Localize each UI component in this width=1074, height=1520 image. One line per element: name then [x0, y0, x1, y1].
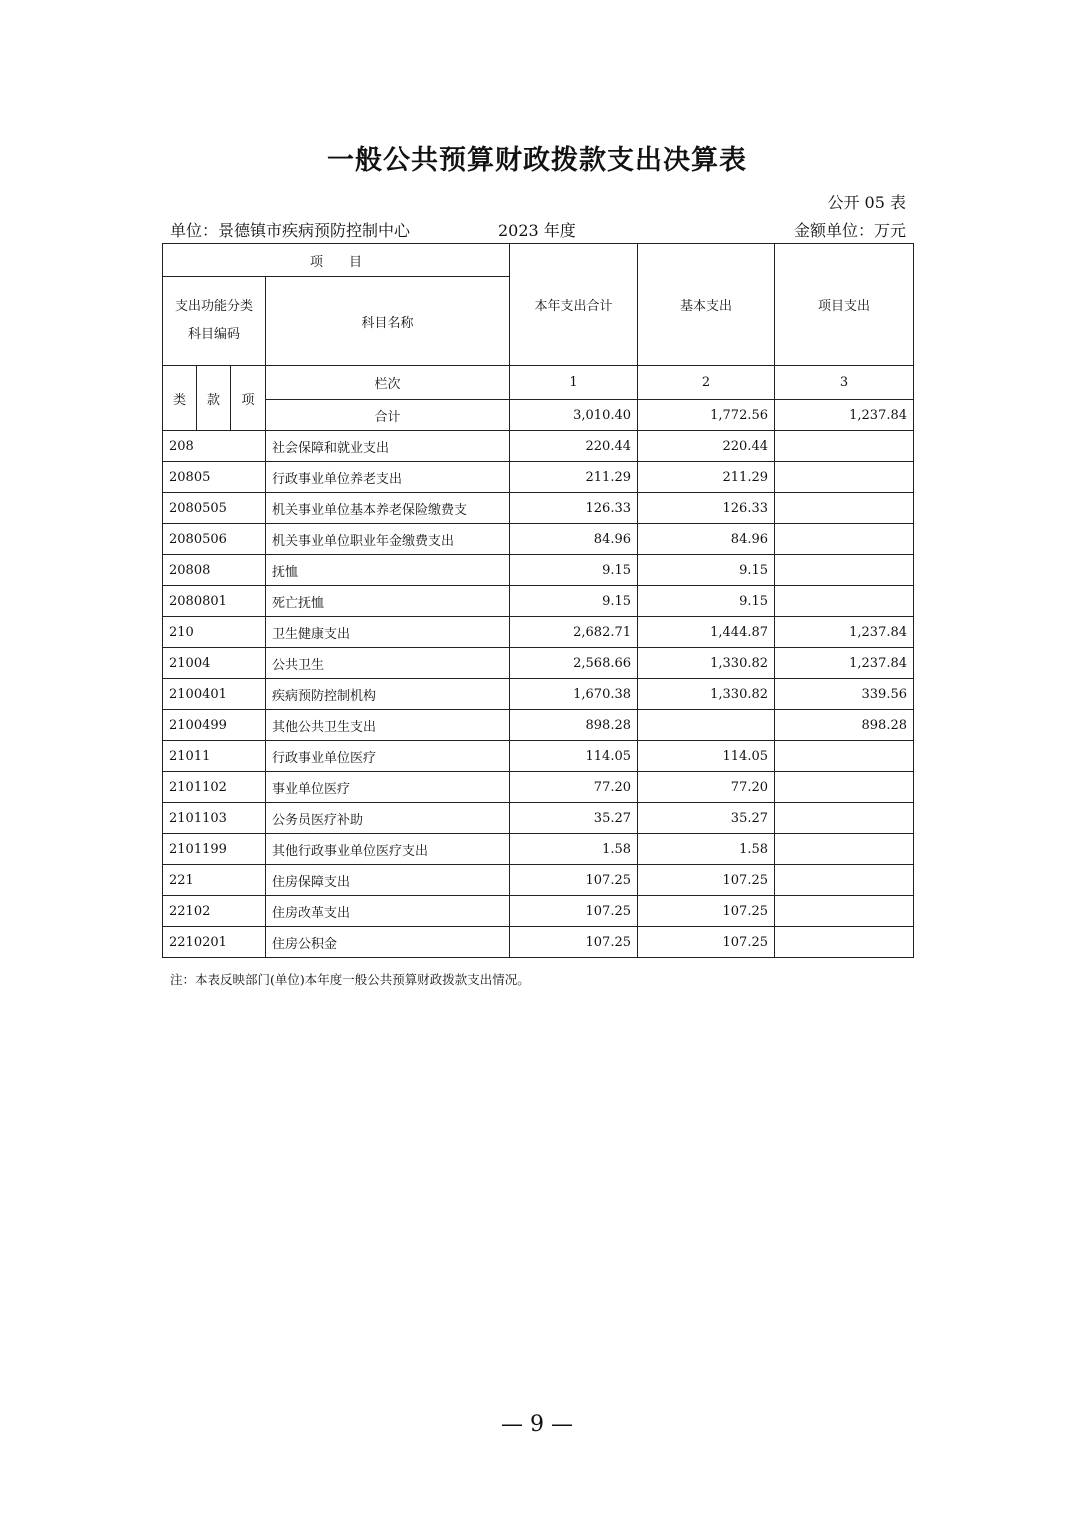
project-header: 项 目 [163, 244, 510, 277]
row-project [775, 586, 914, 617]
row-total: 2,568.66 [510, 648, 638, 679]
row-total: 107.25 [510, 927, 638, 958]
row-project [775, 741, 914, 772]
row-basic: 126.33 [638, 493, 775, 524]
row-total: 126.33 [510, 493, 638, 524]
table-row [163, 803, 914, 834]
row-total: 1,670.38 [510, 679, 638, 710]
table-row [163, 741, 914, 772]
row-project [775, 493, 914, 524]
table-row [163, 865, 914, 896]
column-number-3: 3 [775, 366, 914, 400]
row-name: 公共卫生 [266, 648, 510, 679]
row-code: 2080801 [163, 586, 266, 617]
row-name: 机关事业单位职业年金缴费支出 [266, 524, 510, 555]
row-total: 107.25 [510, 896, 638, 927]
table-note: 注：本表反映部门(单位)本年度一般公共预算财政拨款支出情况。 [170, 972, 530, 987]
table-row [163, 555, 914, 586]
row-basic: 211.29 [638, 462, 775, 493]
row-total: 107.25 [510, 865, 638, 896]
row-project [775, 772, 914, 803]
row-total: 1.58 [510, 834, 638, 865]
row-project [775, 896, 914, 927]
row-basic: 1.58 [638, 834, 775, 865]
row-code: 208 [163, 431, 266, 462]
row-name: 其他行政事业单位医疗支出 [266, 834, 510, 865]
row-name: 其他公共卫生支出 [266, 710, 510, 741]
row-project [775, 803, 914, 834]
sum-label: 合计 [266, 400, 510, 431]
row-code: 2100401 [163, 679, 266, 710]
row-basic: 107.25 [638, 927, 775, 958]
row-name: 社会保障和就业支出 [266, 431, 510, 462]
row-code: 2080506 [163, 524, 266, 555]
row-total: 77.20 [510, 772, 638, 803]
table-row [163, 648, 914, 679]
basic-header: 基本支出 [638, 244, 775, 366]
row-total: 84.96 [510, 524, 638, 555]
column-number-1: 1 [510, 366, 638, 400]
row-code: 221 [163, 865, 266, 896]
row-basic: 77.20 [638, 772, 775, 803]
row-basic: 1,444.87 [638, 617, 775, 648]
row-name: 公务员医疗补助 [266, 803, 510, 834]
row-name: 事业单位医疗 [266, 772, 510, 803]
row-name: 机关事业单位基本养老保险缴费支 [266, 493, 510, 524]
row-name: 住房改革支出 [266, 896, 510, 927]
row-project [775, 927, 914, 958]
row-code: 22102 [163, 896, 266, 927]
row-basic: 9.15 [638, 586, 775, 617]
row-basic: 1,330.82 [638, 648, 775, 679]
year-label: 2023 年度 [498, 221, 576, 240]
table-row [163, 896, 914, 927]
row-code: 2101103 [163, 803, 266, 834]
table-row [163, 524, 914, 555]
row-basic: 220.44 [638, 431, 775, 462]
row-basic: 84.96 [638, 524, 775, 555]
row-project [775, 555, 914, 586]
row-project [775, 524, 914, 555]
row-basic: 1,330.82 [638, 679, 775, 710]
row-total: 211.29 [510, 462, 638, 493]
row-project: 1,237.84 [775, 648, 914, 679]
row-name: 死亡抚恤 [266, 586, 510, 617]
code-header-line1: 支出功能分类 [174, 299, 253, 314]
row-code: 21004 [163, 648, 266, 679]
row-project: 1,237.84 [775, 617, 914, 648]
row-total: 114.05 [510, 741, 638, 772]
row-project [775, 431, 914, 462]
project-expense-header: 项目支出 [775, 244, 914, 366]
row-project [775, 462, 914, 493]
table-row [163, 462, 914, 493]
column-order-label: 栏次 [266, 366, 510, 400]
row-total: 220.44 [510, 431, 638, 462]
row-name: 疾病预防控制机构 [266, 679, 510, 710]
column-number-2: 2 [638, 366, 775, 400]
page-title: 一般公共预算财政拨款支出决算表 [327, 145, 747, 176]
table-row [163, 493, 914, 524]
amount-unit-label: 金额单位：万元 [793, 221, 906, 240]
row-name: 卫生健康支出 [266, 617, 510, 648]
row-name: 住房公积金 [266, 927, 510, 958]
row-code: 2210201 [163, 927, 266, 958]
name-header: 科目名称 [266, 277, 510, 366]
unit-label: 单位：景德镇市疾病预防控制中心 [170, 221, 411, 240]
row-code: 2080505 [163, 493, 266, 524]
row-name: 住房保障支出 [266, 865, 510, 896]
table-row [163, 927, 914, 958]
row-total: 2,682.71 [510, 617, 638, 648]
row-code: 20808 [163, 555, 266, 586]
table-row [163, 679, 914, 710]
row-basic [638, 710, 775, 741]
row-total: 35.27 [510, 803, 638, 834]
table-row [163, 586, 914, 617]
row-code: 210 [163, 617, 266, 648]
table-row [163, 834, 914, 865]
row-project [775, 834, 914, 865]
table-row [163, 431, 914, 462]
row-total: 9.15 [510, 555, 638, 586]
row-basic: 35.27 [638, 803, 775, 834]
row-basic: 107.25 [638, 865, 775, 896]
sum-project: 1,237.84 [775, 400, 914, 431]
budget-table [162, 243, 914, 958]
form-number: 公开 05 表 [827, 193, 906, 212]
row-code: 2101102 [163, 772, 266, 803]
row-name: 抚恤 [266, 555, 510, 586]
table-row [163, 617, 914, 648]
row-code: 2101199 [163, 834, 266, 865]
row-code: 21011 [163, 741, 266, 772]
row-basic: 114.05 [638, 741, 775, 772]
row-name: 行政事业单位医疗 [266, 741, 510, 772]
lei-header: 类 [163, 366, 197, 431]
row-project: 898.28 [775, 710, 914, 741]
row-basic: 107.25 [638, 896, 775, 927]
sum-basic: 1,772.56 [638, 400, 775, 431]
kuan-header: 款 [197, 366, 231, 431]
code-header-line2: 科目编码 [187, 327, 240, 342]
row-basic: 9.15 [638, 555, 775, 586]
table-row [163, 710, 914, 741]
row-code: 20805 [163, 462, 266, 493]
table-row [163, 772, 914, 803]
row-name: 行政事业单位养老支出 [266, 462, 510, 493]
xiang-header: 项 [231, 366, 266, 431]
row-project: 339.56 [775, 679, 914, 710]
total-header: 本年支出合计 [510, 244, 638, 366]
row-project [775, 865, 914, 896]
row-total: 9.15 [510, 586, 638, 617]
sum-total: 3,010.40 [510, 400, 638, 431]
row-code: 2100499 [163, 710, 266, 741]
page-number: — 9 — [501, 1412, 573, 1437]
row-total: 898.28 [510, 710, 638, 741]
code-header [163, 277, 266, 366]
